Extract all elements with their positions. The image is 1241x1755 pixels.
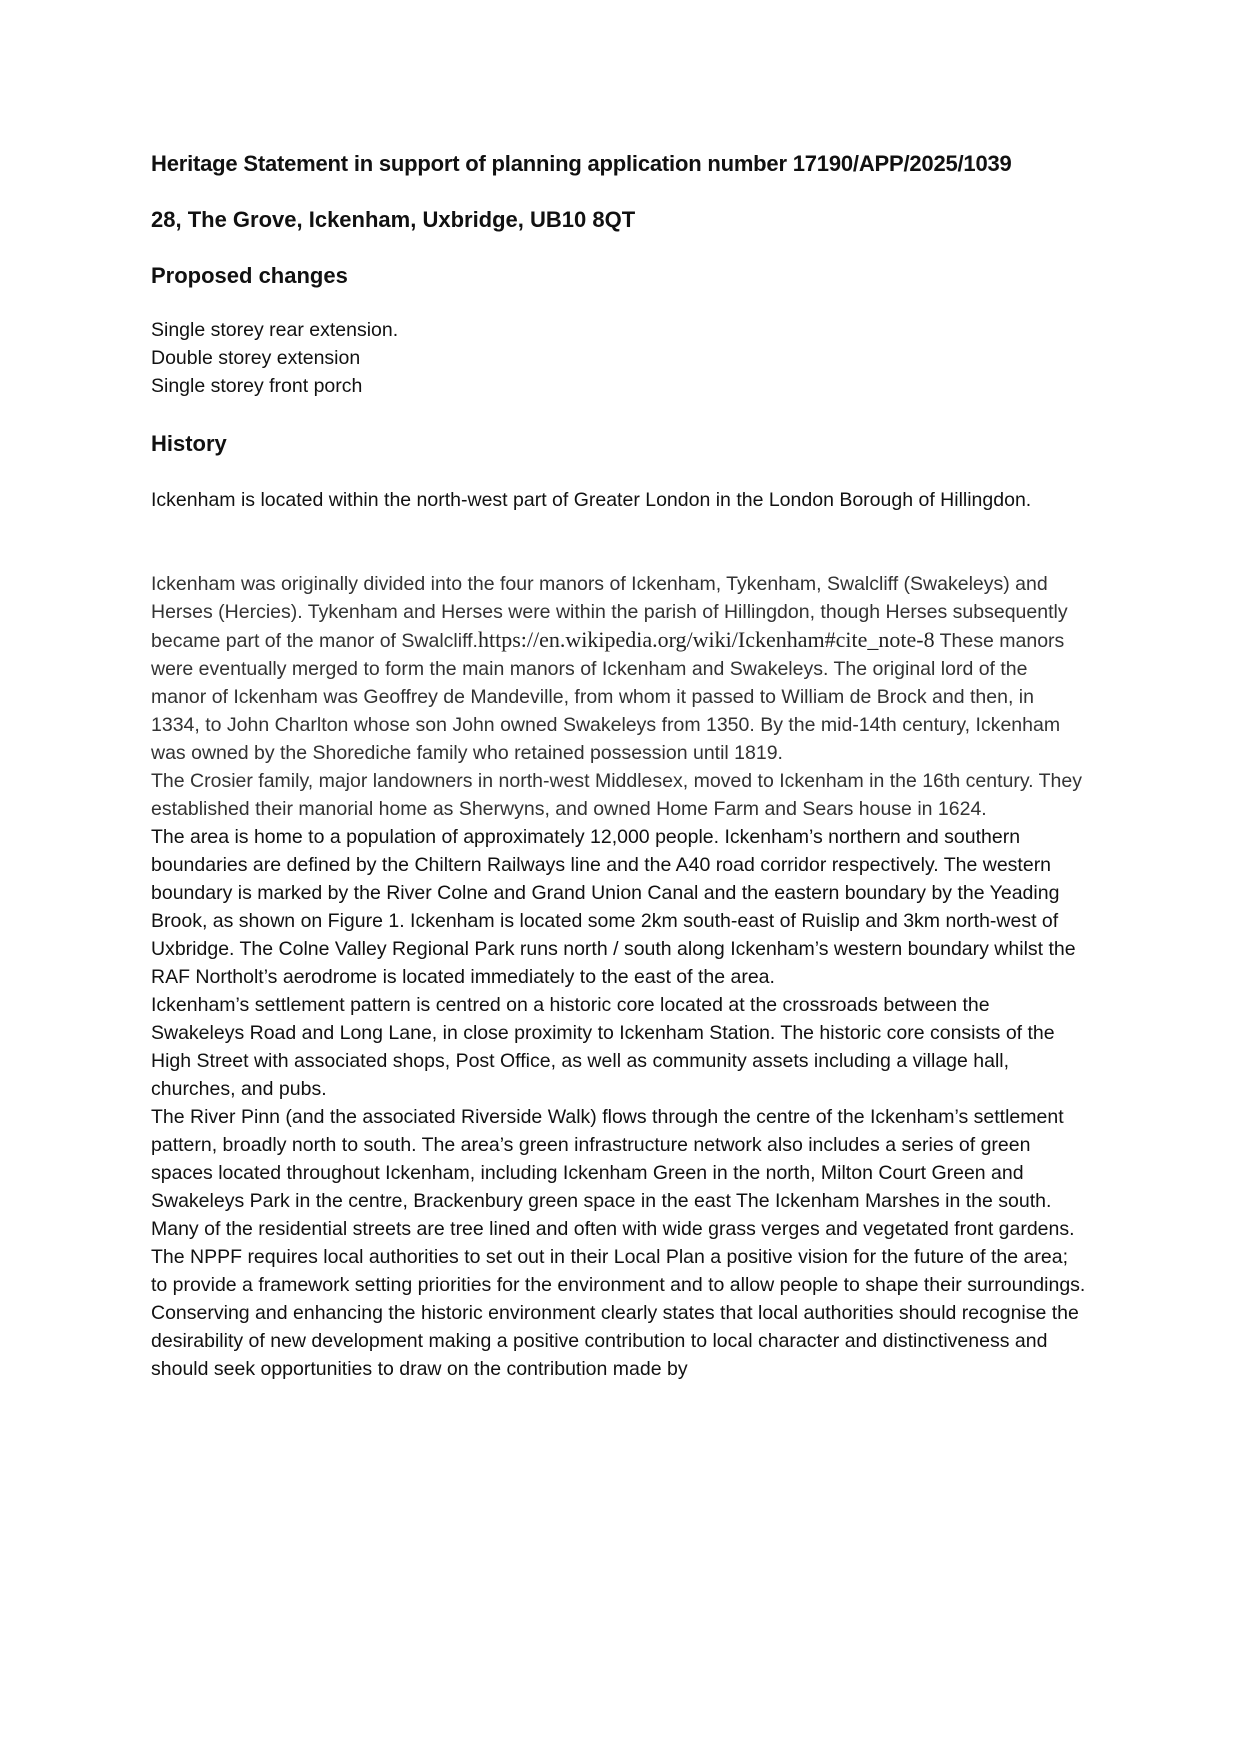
proposed-changes-list: [151, 316, 1091, 400]
nppf-paragraph: The NPPF requires local authorities to set out in their Local Plan a positive vision for the future of the area; to provide a framework setting priorities for the environment and to allow people to shape their surroundings. Conserving and enhancing the historic environment clearly states that local authorities should recognise the desirability of new development making a positive contribution to local character and distinctiveness and should seek opportunities to draw on the contribution made by: [151, 1246, 1086, 1380]
history-heading: History: [151, 431, 227, 456]
list-item: Single storey front porch: [151, 375, 363, 397]
wikipedia-reference-link[interactable]: https://en.wikipedia.org/wiki/Ickenham#cite_note-8: [477, 627, 935, 652]
proposed-changes-heading: Proposed changes: [151, 263, 348, 288]
manors-paragraph: [151, 570, 1086, 767]
property-address: 28, The Grove, Ickenham, Uxbridge, UB10 8QT: [151, 207, 636, 232]
population-paragraph: The area is home to a population of approximately 12,000 people. Ickenham’s northern and southern boundaries are defined by the Chiltern Railways line and the A40 road corridor respectively. The western boundary is marked by the River Colne and Grand Union Canal and the eastern boundary by the Yeading Brook, as shown on Figure 1. Ickenham is located some 2km south-east of Ruislip and 3km north-west of Uxbridge. The Colne Valley Regional Park runs north / south along Ickenham’s western boundary whilst the RAF Northolt’s aerodrome is located immediately to the east of the area.: [151, 826, 1076, 988]
document-content: [151, 150, 1091, 1383]
history-intro-paragraph: Ickenham is located within the north-west part of Greater London in the London Borough of Hillingdon.: [151, 489, 1032, 511]
document-title: Heritage Statement in support of planning application number 17190/APP/2025/1039: [151, 151, 1012, 176]
crosier-paragraph: The Crosier family, major landowners in north-west Middlesex, moved to Ickenham in the 16th century. They established their manorial home as Sherwyns, and owned Home Farm and Sears house in 1624.: [151, 770, 1082, 820]
history-body: [151, 570, 1086, 1383]
list-item: Single storey rear extension.: [151, 319, 399, 341]
river-pinn-paragraph: The River Pinn (and the associated Riverside Walk) flows through the centre of the Ickenham’s settlement pattern, broadly north to south. The area’s green infrastructure network also includes a series of green spaces located throughout Ickenham, including Ickenham Green in the north, Milton Court Green and Swakeleys Park in the centre, Brackenbury green space in the east The Ickenham Marshes in the south. Many of the residential streets are tree lined and often with wide grass verges and vegetated front gardens.: [151, 1106, 1075, 1240]
settlement-paragraph: Ickenham’s settlement pattern is centred on a historic core located at the crossroads between the Swakeleys Road and Long Lane, in close proximity to Ickenham Station. The historic core consists of the High Street with associated shops, Post Office, as well as community assets including a village hall, churches, and pubs.: [151, 994, 1055, 1100]
manors-text-continued: These manors were eventually merged to form the main manors of Ickenham and Swakeleys. The original lord of the manor of Ickenham was Geoffrey de Mandeville, from whom it passed to William de Brock and then, in 1334, to John Charlton whose son John owned Swakeleys from 1350. By the mid-14th century, Ickenham was owned by the Shorediche family who retained possession until 1819.: [151, 630, 1065, 764]
manors-text: Ickenham was originally divided into the four manors of Ickenham, Tykenham, Swalcliff (Swakeleys) and Herses (Hercies). Tykenham and Herses were within the parish of Hillingdon, though Herses subsequently became part of the manor of Swalcliff.: [151, 573, 1068, 652]
list-item: Double storey extension: [151, 347, 361, 369]
